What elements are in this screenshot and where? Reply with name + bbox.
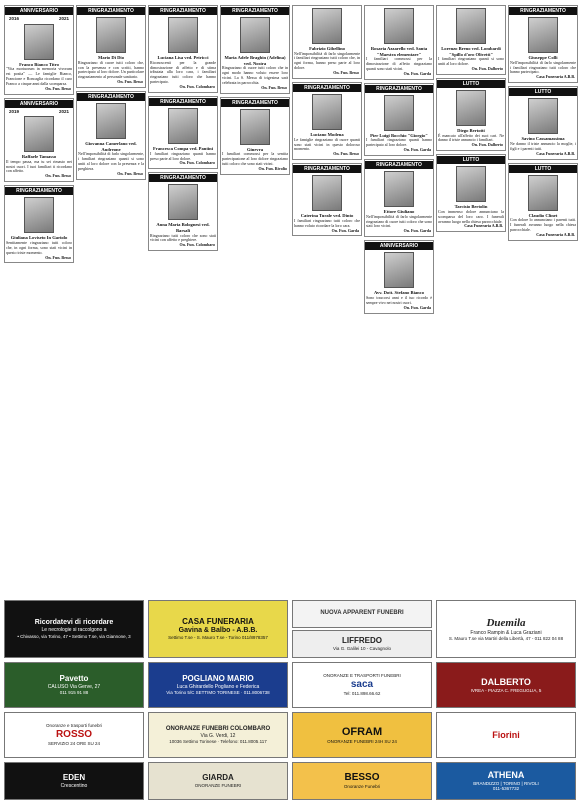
ad-line: POGLIANO MARIO — [182, 674, 254, 684]
notice-year: 2016 — [9, 16, 20, 22]
obituary-notice — [436, 78, 506, 151]
portrait-photo — [96, 17, 126, 53]
ad-duemila — [436, 600, 576, 658]
notice-header: RINGRAZIAMENTO — [77, 7, 145, 15]
ad-line: Franco Rampin & Luca Graziani — [470, 629, 542, 636]
ad-line: Via G. Galilei 10 - Cavagnolo — [333, 646, 391, 652]
obituary-notice — [364, 5, 434, 80]
obituary-notice — [508, 163, 578, 241]
notice-header: RINGRAZIAMENTO — [293, 84, 361, 92]
funeral-home-signature: On. Fun. Besso — [45, 254, 71, 260]
ad-line: ONORANZE FUNEBRI — [194, 783, 242, 789]
ad-pogliano — [148, 662, 288, 708]
ad-line: OFRAM — [341, 725, 383, 738]
deceased-name: Giuliana Loviseto In Gariolo — [10, 235, 68, 241]
ad-line: ONORANZE FUNEBRI 24H SU 24 — [327, 738, 397, 744]
notice-text: È mancato all'affetto dei suoi cari. Ne danno il triste annuncio i familiari. — [438, 132, 504, 143]
notice-text: Sentitamente ringraziano tutti coloro che, in ogni forma, sono stati vicini in questo triste momento. — [6, 239, 72, 255]
deceased-name: Fabrizio Gibellino — [309, 46, 345, 51]
notice-text: I familiari commossi per la dimostrazione di affetto ringraziano quanti sono stati vicini. — [366, 56, 432, 71]
funeral-home-signature: Casa Funeraria A.B.B. — [536, 231, 575, 237]
funeral-home-signature: On. Fun. Garda — [403, 70, 431, 76]
obituary-notice — [76, 91, 146, 180]
notice-text: Le famiglie ringraziano di cuore quanti sono stati vicini in questo doloroso momento. — [294, 136, 360, 152]
funeral-home-signature: On. Fun. Dalberto — [471, 65, 503, 71]
funeral-home-signature: On. Fun. Besso — [333, 151, 359, 157]
deceased-name: Franco Bianco Titro — [19, 61, 59, 67]
notice-text: Nell'impossibilità di farlo singolarmente i familiari ringraziano tutti coloro che hanno partecipato. — [510, 59, 576, 75]
funeral-home-signature: On. Fun. Garda — [403, 147, 431, 153]
ad-line: Le necrologie si raccolgono a — [41, 627, 107, 634]
deceased-name: Lorenzo Breno ved. Lombardi "Spillo d'oro Olivetti" — [441, 46, 501, 57]
obituary-notice — [292, 82, 362, 160]
obituary-column — [4, 5, 74, 595]
deceased-name: Claudio Clinet — [528, 212, 558, 218]
ad-dalberto — [436, 662, 576, 708]
portrait-photo — [168, 17, 198, 53]
ad-line: DALBERTO — [481, 676, 531, 687]
ad-saca — [292, 662, 432, 708]
ad-athena — [436, 762, 576, 800]
portrait-photo — [456, 166, 486, 202]
ad-besso — [292, 762, 432, 800]
notice-text: Nell'impossibilità di farlo singolarmente, i familiari ringraziano quanti si sono uniti al loro dolore con la presenza e la preghiera. — [78, 151, 144, 171]
ad-line: Crescentino — [60, 782, 88, 789]
notice-header: RINGRAZIAMENTO — [509, 7, 577, 15]
deceased-name: Anna Maria Bolognesi ved. Barsali — [156, 222, 210, 233]
deceased-name: Tarcisio Bertolin — [454, 204, 488, 210]
funeral-home-signature: On. Fun. Colombaro — [179, 242, 215, 248]
ad-pavetto — [4, 662, 144, 708]
portrait-photo — [384, 95, 414, 131]
portrait-photo — [384, 252, 414, 288]
funeral-home-signature: On. Fun. Besso — [45, 173, 71, 179]
notice-years — [5, 109, 73, 114]
ad-line: Duemila — [486, 616, 526, 629]
ad-line: ATHENA — [487, 770, 525, 781]
ad-line: ROSSO — [55, 728, 93, 740]
obituary-notice — [364, 240, 434, 313]
funeral-home-signature: On. Fun. Garda — [331, 227, 359, 233]
obituary-notice — [148, 172, 218, 251]
ad-line: CASA FUNERARIA — [182, 617, 254, 627]
obituary-notice — [436, 154, 506, 232]
deceased-name: Giovanna Camerlano ved. Andreone — [85, 141, 137, 152]
ad-line: CALUSO Via Gerve, 27 — [47, 684, 101, 691]
funeral-home-signature: Casa Funeraria A.B.B. — [536, 74, 575, 80]
obituary-notice — [4, 98, 74, 183]
notice-text: Il tempo passa, ma tu sei rimasto nei nostri cuori. I tuoi familiari ti ricordano con affetto. — [6, 158, 72, 174]
portrait-photo — [456, 8, 486, 44]
obituary-notice — [4, 185, 74, 263]
ad-eden — [4, 762, 144, 800]
obituary-column — [148, 5, 218, 595]
obituary-column — [292, 5, 362, 595]
portrait-photo — [240, 109, 270, 145]
ad-line: SERVIZIO 24 ORE SU 24 — [48, 741, 100, 747]
notice-header: ANNIVERSARIO — [5, 7, 73, 15]
ad-line: S. Mauro T.se via Martiri della Libertà, 47 - 011 822 04 88 — [448, 636, 564, 641]
portrait-photo — [312, 175, 342, 211]
ad-line: ONORANZE FUNEBRI COLOMBARO — [165, 725, 271, 732]
obituary-column — [220, 5, 290, 595]
obituary-column — [508, 5, 578, 595]
deceased-name: Avv. Dott. Stefano Bianco — [373, 290, 425, 296]
notice-text: I familiari ringraziano quanti hanno preso parte al loro dolore. — [150, 150, 216, 161]
notice-text: Ringraziano tutti coloro che sono stati vicini con affetto e preghiere. — [150, 232, 216, 243]
notice-text: Con immenso dolore annunciano la scomparsa del loro caro. I funerali avranno luogo nella chiesa parrocchiale. — [438, 208, 504, 224]
notice-header: LUTTO — [509, 165, 577, 173]
ad-line: Pavetto — [59, 674, 89, 684]
obituary-notice — [148, 96, 218, 169]
obituary-notice — [364, 83, 434, 156]
notice-text: "Vita mortuorum in memoria vivorum est posita" — Le famiglie Bianco, Francione e Roncaglia ricordano il caro Franco a cinque anni dalla scomparsa. — [6, 66, 72, 86]
deceased-name: Luciana Lisa ved. Petricci — [157, 55, 209, 61]
funeral-home-signature: On. Fun. Dalberto — [471, 142, 503, 148]
notice-text: Con dolore lo annunciano i parenti tutti. I funerali avranno luogo nella chiesa parrocchiale. — [510, 217, 576, 232]
obituary-notice — [220, 97, 290, 175]
ad-line: Via G. Verdi, 12 — [200, 732, 236, 739]
notice-text: Ringraziano di cuore tutti coloro che in ogni modo hanno voluto essere loro vicini. La S. Messa di trigesima sarà celebrata in parrocchia. — [222, 65, 288, 85]
ad-line: Via Torino 5/C SETTIMO TORINESE · 011.8006738 — [166, 690, 270, 696]
ad-line: GIARDA — [202, 773, 234, 783]
portrait-photo — [312, 8, 342, 44]
notice-text: Riconoscenti per la grande dimostrazione di affetto e di stima tributata alla loro cara, i familiari ringraziano tutti coloro che hanno partecipato. — [150, 59, 216, 85]
obituary-notice — [292, 5, 362, 79]
deceased-name: Luciano Modena — [310, 132, 344, 138]
notice-text: Nell'impossibilità di farlo singolarmente ringraziano di cuore tutti coloro che sono stati loro vicini. — [366, 213, 432, 229]
notice-header: LUTTO — [437, 80, 505, 88]
ad-liffredo — [292, 630, 432, 658]
ad-line: Settimo T.se - S. Mauro T.se - Torino 011/8978357 — [168, 635, 268, 641]
obituary-notice — [220, 5, 290, 94]
portrait-photo — [528, 175, 558, 211]
ad-line: Fiorini — [492, 729, 520, 740]
notice-years — [5, 16, 73, 21]
deceased-name: Francesca Compa ved. Pantini — [153, 146, 213, 152]
portrait-photo — [528, 17, 558, 53]
ad-line: BRANDIZZO | TORINO | RIVOLI — [473, 781, 539, 786]
deceased-name: Raffaele Tamasso — [21, 154, 57, 160]
obituary-notice — [76, 5, 146, 88]
notice-year: 2019 — [9, 108, 20, 114]
notice-text: I familiari ringraziano tutti coloro che hanno voluto ricordare la loro cara. — [294, 217, 360, 228]
deceased-name: Giuseppe Colli — [528, 55, 558, 61]
ad-colombaro — [148, 712, 288, 758]
notice-header: RINGRAZIAMENTO — [149, 7, 217, 15]
notice-header: RINGRAZIAMENTO — [77, 93, 145, 101]
ad-line: Ricordatevi di ricordare — [34, 618, 114, 626]
deceased-name: Ettore Giuliano — [383, 209, 415, 215]
obituary-notice — [148, 5, 218, 93]
notice-header: RINGRAZIAMENTO — [221, 7, 289, 15]
ad-ricordatevi — [4, 600, 144, 658]
notice-header: RINGRAZIAMENTO — [149, 98, 217, 106]
portrait-photo — [312, 94, 342, 130]
obituary-column — [364, 5, 434, 595]
notice-header: LUTTO — [509, 88, 577, 96]
funeral-home-signature: On. Fun. Garda — [403, 228, 431, 234]
deceased-name: Maria Adele Braghin (Adelina) ved. Nostra — [224, 55, 286, 66]
notice-header: RINGRAZIAMENTO — [221, 99, 289, 107]
ad-giarda — [148, 762, 288, 800]
ad-line: 10036 Settimo Torinese · Telefono: 011.8005.117 — [169, 738, 267, 744]
ad-line: • Chivasso, via Torino, 47 • Settimo T.se, via Giannone, 3 — [17, 633, 131, 639]
funeral-home-signature: On. Fun. Garda — [403, 304, 431, 310]
deceased-name: Rosaria Azzarello ved. Santa "Maestra elementare" — [370, 46, 428, 57]
notice-text: Ne danno il triste annuncio la moglie, i figli e i parenti tutti. — [510, 140, 576, 151]
notice-header: LUTTO — [437, 156, 505, 164]
ad-line: Onoranze e trasporti funebri — [45, 723, 103, 729]
funeral-home-signature: Casa Funeraria A.B.B. — [464, 223, 503, 229]
obituary-notice — [364, 159, 434, 237]
portrait-photo — [456, 90, 486, 126]
notice-text: Sono trascorsi anni e il tuo ricordo è sempre vivo nei nostri cuori. — [366, 294, 432, 305]
deceased-name: Caterina Turale ved. Dinto — [300, 213, 354, 219]
ad-line: BESSO — [344, 772, 380, 784]
ad-line: Gavina & Balbo - A.B.B. — [178, 626, 258, 634]
ad-gavina-balbo — [148, 600, 288, 658]
notice-header: RINGRAZIAMENTO — [365, 85, 433, 93]
obituary-column — [76, 5, 146, 595]
notice-text: I familiari ringraziano quanti hanno partecipato al loro dolore. — [366, 137, 432, 148]
notice-year: 2021 — [58, 16, 69, 22]
ad-line: IVREA - PIAZZA C. FREGUGLIA, 5 — [470, 687, 542, 693]
portrait-photo — [24, 24, 54, 60]
portrait-photo — [240, 17, 270, 53]
portrait-photo — [96, 103, 126, 139]
notice-text: I familiari commossi per la sentita partecipazione al loro dolore ringraziano tutti coloro che sono stati vicini. — [222, 151, 288, 167]
ad-line: Onoranze Funebri — [343, 784, 381, 790]
ad-line: 011-5367732 — [492, 786, 520, 792]
obituary-notice — [292, 163, 362, 236]
notice-year: 2021 — [58, 108, 69, 114]
obituary-column — [436, 5, 506, 595]
funeral-home-signature: On. Fun. Colombaro — [179, 160, 215, 166]
obituary-notice — [436, 5, 506, 75]
ad-line: 011 915 91 88 — [59, 690, 89, 696]
notice-header: RINGRAZIAMENTO — [365, 161, 433, 169]
deceased-name: Mario Di Dio — [97, 55, 125, 61]
ad-line: ONORANZE E TRASPORTI FUNEBRI — [323, 673, 401, 679]
obituary-notice — [508, 86, 578, 159]
ad-ofram — [292, 712, 432, 758]
portrait-photo — [528, 98, 558, 134]
ad-line: LIFFREDO — [342, 636, 382, 646]
deceased-name: Savino Cassamassima — [521, 136, 565, 142]
funeral-home-signature: On. Fun. Besso — [117, 79, 143, 85]
ad-line: NUOVA APPARENT FUNEBRI — [320, 610, 404, 617]
ad-rosso — [4, 712, 144, 758]
portrait-photo — [24, 116, 54, 152]
notice-header: RINGRAZIAMENTO — [5, 187, 73, 195]
deceased-name: Ginevra — [246, 146, 264, 152]
portrait-photo — [168, 108, 198, 144]
ad-line: saca — [350, 678, 374, 690]
funeral-home-signature: On. Fun. Besso — [261, 84, 287, 90]
notice-header: RINGRAZIAMENTO — [149, 174, 217, 182]
portrait-photo — [168, 184, 198, 220]
ad-line: Tel: 011.898.66.62 — [343, 691, 381, 697]
notice-header: RINGRAZIAMENTO — [293, 165, 361, 173]
notice-text: I familiari ringraziano quanti si sono uniti al loro dolore. — [438, 56, 504, 67]
funeral-home-signature: On. Fun. Rivolio — [258, 165, 287, 171]
portrait-photo — [384, 8, 414, 44]
ad-line: EDEN — [62, 773, 86, 783]
notice-header: ANNIVERSARIO — [365, 242, 433, 250]
funeral-home-signature: On. Fun. Colombaro — [179, 84, 215, 90]
ad-fiorini — [436, 712, 576, 758]
obituary-notice — [508, 5, 578, 83]
funeral-home-signature: Casa Funeraria A.B.B. — [536, 150, 575, 156]
deceased-name: Diego Bertotti — [457, 127, 485, 133]
funeral-home-signature: On. Fun. Besso — [45, 85, 71, 91]
portrait-photo — [24, 197, 54, 233]
ad-nuova-apparent — [292, 600, 432, 628]
notice-text: Nell'impossibilità di farlo singolarmente i familiari ringraziano tutti coloro che, in ogni forma, hanno preso parte al loro dolore. — [294, 50, 360, 71]
deceased-name: Pier Luigi Bocchio "Giorgio" — [370, 132, 428, 138]
funeral-home-signature: On. Fun. Besso — [333, 70, 359, 76]
portrait-photo — [384, 171, 414, 207]
notice-header: ANNIVERSARIO — [5, 100, 73, 108]
notice-text: Ringraziano di cuore tutti coloro che, con la presenza e con scritti, hanno partecipato al loro dolore. Un particolare ringraziamento al personale sanitario. — [78, 59, 144, 80]
ad-line: Luca Ghirardello Pogliano e Federica — [176, 684, 260, 691]
funeral-home-signature: On. Fun. Besso — [117, 170, 143, 176]
obituary-notice — [4, 5, 74, 95]
